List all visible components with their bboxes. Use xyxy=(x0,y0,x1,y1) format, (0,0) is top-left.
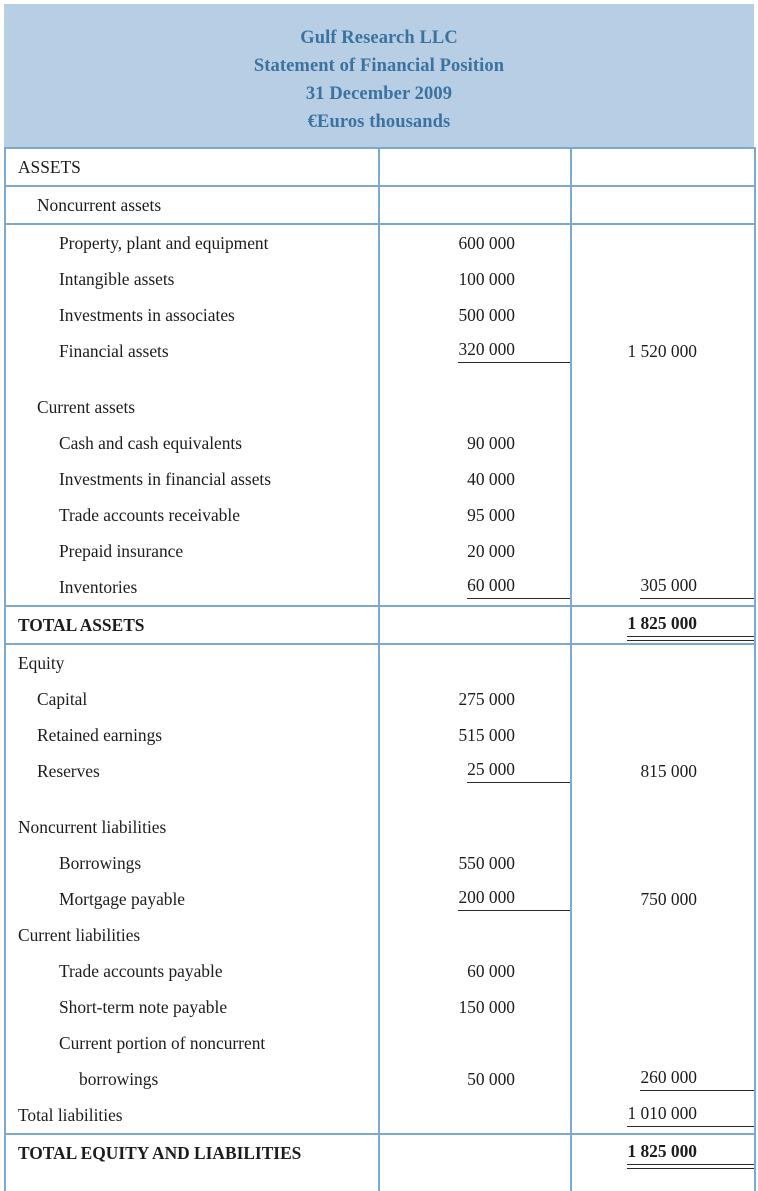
total-assets-amount: 1 825 000 xyxy=(627,613,754,637)
line-amount-cell xyxy=(379,497,571,533)
assets-section-title-cell xyxy=(5,148,379,186)
equity-heading-sub-cell xyxy=(379,644,571,681)
table-row xyxy=(5,1025,755,1061)
grand-total-amount: 1 825 000 xyxy=(627,1141,754,1165)
table-row xyxy=(5,681,755,717)
total-liabilities-amount-cell xyxy=(571,1097,755,1134)
spacer-label-cell xyxy=(5,789,379,809)
grand-total-label: TOTAL EQUITY AND LIABILITIES xyxy=(18,1143,302,1164)
line-label-cell xyxy=(5,1025,379,1061)
equity-title-cell xyxy=(5,644,379,681)
line-total-cell xyxy=(571,261,755,297)
line-amount-cell xyxy=(379,753,571,789)
line-amount: 60 000 xyxy=(467,575,570,599)
line-amount-cell xyxy=(379,881,571,917)
table-row xyxy=(5,881,755,917)
line-label: Retained earnings xyxy=(37,725,163,746)
line-label-cell xyxy=(5,681,379,717)
line-total-cell xyxy=(571,297,755,333)
statement-of-financial-position-table xyxy=(4,147,756,1191)
line-label-cell xyxy=(5,261,379,297)
line-amount-cell xyxy=(379,297,571,333)
line-amount: 40 000 xyxy=(467,468,515,489)
noncurrent-assets-subtotal-cell xyxy=(571,333,755,369)
noncurrent-assets-title: Noncurrent assets xyxy=(37,195,162,216)
line-amount-cell xyxy=(379,533,571,569)
company-name: Gulf Research LLC xyxy=(300,28,458,48)
line-label-cell xyxy=(5,753,379,789)
line-amount-cell xyxy=(379,681,571,717)
current-assets-title: Current assets xyxy=(37,397,136,418)
line-amount-cell xyxy=(379,953,571,989)
table-row-total-assets xyxy=(5,606,755,644)
line-amount: 20 000 xyxy=(467,540,515,561)
line-label-cell xyxy=(5,569,379,606)
line-amount-cell xyxy=(379,261,571,297)
document-header xyxy=(4,4,754,147)
line-label: borrowings xyxy=(79,1069,159,1090)
current-liabilities-subtotal-cell xyxy=(571,1061,755,1097)
line-amount: 95 000 xyxy=(467,504,515,525)
line-label-cell xyxy=(5,461,379,497)
table-row xyxy=(5,569,755,606)
line-amount-cell xyxy=(379,569,571,606)
currency-units: €Euros thousands xyxy=(307,112,451,132)
table-row xyxy=(5,533,755,569)
line-amount: 25 000 xyxy=(467,759,570,783)
line-amount: 500 000 xyxy=(458,304,515,325)
noncurrent-liabilities-subtotal: 750 000 xyxy=(640,888,697,909)
line-label: Property, plant and equipment xyxy=(59,233,269,254)
grand-total-label-cell xyxy=(5,1134,379,1171)
line-total-cell xyxy=(571,845,755,881)
noncurrent-assets-heading-total-cell xyxy=(571,186,755,224)
assets-heading-sub-cell xyxy=(379,148,571,186)
spacer-sub-cell xyxy=(379,789,571,809)
table-row xyxy=(5,989,755,1025)
line-amount-cell xyxy=(379,224,571,261)
line-amount: 90 000 xyxy=(467,432,515,453)
trailing-sub-cell xyxy=(379,1171,571,1191)
line-label-cell xyxy=(5,881,379,917)
line-total-cell xyxy=(571,681,755,717)
line-label: Capital xyxy=(37,689,88,710)
line-label: Financial assets xyxy=(59,341,169,362)
line-amount: 320 000 xyxy=(458,339,570,363)
line-label: Mortgage payable xyxy=(59,889,186,910)
noncurrent-assets-heading-sub-cell xyxy=(379,186,571,224)
line-label: Borrowings xyxy=(59,853,142,874)
line-total-cell xyxy=(571,497,755,533)
table-row-noncurrent-liabilities-heading xyxy=(5,809,755,845)
total-assets-amount-cell xyxy=(571,606,755,644)
line-amount: 200 000 xyxy=(458,887,570,911)
line-label: Intangible assets xyxy=(59,269,175,290)
current-liabilities-heading-total-cell xyxy=(571,917,755,953)
equity-subtotal-cell xyxy=(571,753,755,789)
line-label: Inventories xyxy=(59,577,138,598)
table-row-spacer xyxy=(5,789,755,809)
table-row-spacer xyxy=(5,369,755,389)
table-row-grand-total xyxy=(5,1134,755,1171)
spacer-total-cell xyxy=(571,789,755,809)
statement-title: Statement of Financial Position xyxy=(253,56,505,76)
line-label: Short-term note payable xyxy=(59,997,228,1018)
noncurrent-liabilities-title: Noncurrent liabilities xyxy=(18,817,167,838)
line-label: Current portion of noncurrent xyxy=(59,1033,266,1054)
line-total-cell xyxy=(571,425,755,461)
table-row-noncurrent-assets-heading xyxy=(5,186,755,224)
line-label: Reserves xyxy=(37,761,100,782)
line-total-cell xyxy=(571,953,755,989)
table-row xyxy=(5,333,755,369)
line-amount: 150 000 xyxy=(458,996,515,1017)
table-row xyxy=(5,425,755,461)
table-row xyxy=(5,753,755,789)
line-label-cell xyxy=(5,497,379,533)
noncurrent-assets-title-cell xyxy=(5,186,379,224)
line-total-cell xyxy=(571,989,755,1025)
assets-heading-total-cell xyxy=(571,148,755,186)
total-assets-label: TOTAL ASSETS xyxy=(18,615,145,636)
table-row xyxy=(5,224,755,261)
table-row-current-assets-heading xyxy=(5,389,755,425)
line-amount-cell xyxy=(379,425,571,461)
line-amount: 600 000 xyxy=(458,232,515,253)
table-row-assets-heading xyxy=(5,148,755,186)
equity-title: Equity xyxy=(18,653,65,674)
line-total-cell xyxy=(571,717,755,753)
total-liabilities-sub-cell xyxy=(379,1097,571,1134)
line-amount: 515 000 xyxy=(458,724,515,745)
line-label-cell xyxy=(5,953,379,989)
total-liabilities-amount: 1 010 000 xyxy=(627,1103,754,1127)
current-assets-title-cell xyxy=(5,389,379,425)
current-liabilities-title: Current liabilities xyxy=(18,925,141,946)
line-amount: 50 000 xyxy=(467,1068,515,1089)
line-total-cell xyxy=(571,1025,755,1061)
grand-total-sub-cell xyxy=(379,1134,571,1171)
current-assets-subtotal: 305 000 xyxy=(640,575,754,599)
line-label: Prepaid insurance xyxy=(59,541,184,562)
table-row xyxy=(5,845,755,881)
line-label-cell xyxy=(5,1061,379,1097)
line-label-cell xyxy=(5,989,379,1025)
spacer-total-cell xyxy=(571,369,755,389)
line-label: Cash and cash equivalents xyxy=(59,433,243,454)
table-row-equity-heading xyxy=(5,644,755,681)
current-liabilities-title-cell xyxy=(5,917,379,953)
line-label-cell xyxy=(5,333,379,369)
line-label-cell xyxy=(5,717,379,753)
table-row xyxy=(5,261,755,297)
current-liabilities-subtotal: 260 000 xyxy=(640,1067,754,1091)
financial-statement-page xyxy=(0,4,758,1164)
line-amount-cell xyxy=(379,717,571,753)
equity-subtotal: 815 000 xyxy=(640,760,697,781)
line-total-cell xyxy=(571,461,755,497)
line-amount-cell xyxy=(379,461,571,497)
table-row-trailing-blank xyxy=(5,1171,755,1191)
table-row-current-liabilities-heading xyxy=(5,917,755,953)
trailing-total-cell xyxy=(571,1171,755,1191)
line-amount: 100 000 xyxy=(458,268,515,289)
line-label: Trade accounts receivable xyxy=(59,505,240,526)
line-label: Investments in financial assets xyxy=(59,469,272,490)
spacer-sub-cell xyxy=(379,369,571,389)
noncurrent-liabilities-heading-total-cell xyxy=(571,809,755,845)
line-label: Investments in associates xyxy=(59,305,235,326)
table-row-total-liabilities xyxy=(5,1097,755,1134)
trailing-label-cell xyxy=(5,1171,379,1191)
noncurrent-assets-subtotal: 1 520 000 xyxy=(627,340,697,361)
line-label-cell xyxy=(5,224,379,261)
current-liabilities-heading-sub-cell xyxy=(379,917,571,953)
current-assets-subtotal-cell xyxy=(571,569,755,606)
line-amount-cell xyxy=(379,1061,571,1097)
table-row xyxy=(5,717,755,753)
statement-date: 31 December 2009 xyxy=(305,84,453,104)
line-amount: 275 000 xyxy=(458,688,515,709)
spacer-label-cell xyxy=(5,369,379,389)
table-row xyxy=(5,297,755,333)
line-label-cell xyxy=(5,533,379,569)
line-amount-cell xyxy=(379,845,571,881)
equity-heading-total-cell xyxy=(571,644,755,681)
noncurrent-liabilities-title-cell xyxy=(5,809,379,845)
line-label-cell xyxy=(5,297,379,333)
line-total-cell xyxy=(571,533,755,569)
line-amount-cell xyxy=(379,1025,571,1061)
table-row xyxy=(5,497,755,533)
line-total-cell xyxy=(571,224,755,261)
line-amount: 550 000 xyxy=(458,852,515,873)
current-assets-heading-total-cell xyxy=(571,389,755,425)
line-amount-cell xyxy=(379,333,571,369)
table-row xyxy=(5,461,755,497)
line-label-cell xyxy=(5,425,379,461)
grand-total-amount-cell xyxy=(571,1134,755,1171)
line-label-cell xyxy=(5,845,379,881)
line-amount-cell xyxy=(379,989,571,1025)
total-assets-sub-cell xyxy=(379,606,571,644)
noncurrent-liabilities-subtotal-cell xyxy=(571,881,755,917)
assets-section-title: ASSETS xyxy=(18,157,81,178)
noncurrent-liabilities-heading-sub-cell xyxy=(379,809,571,845)
total-assets-label-cell xyxy=(5,606,379,644)
total-liabilities-label: Total liabilities xyxy=(18,1105,123,1126)
line-amount: 60 000 xyxy=(467,960,515,981)
table-row xyxy=(5,1061,755,1097)
table-row xyxy=(5,953,755,989)
total-liabilities-label-cell xyxy=(5,1097,379,1134)
line-label: Trade accounts payable xyxy=(59,961,223,982)
current-assets-heading-sub-cell xyxy=(379,389,571,425)
